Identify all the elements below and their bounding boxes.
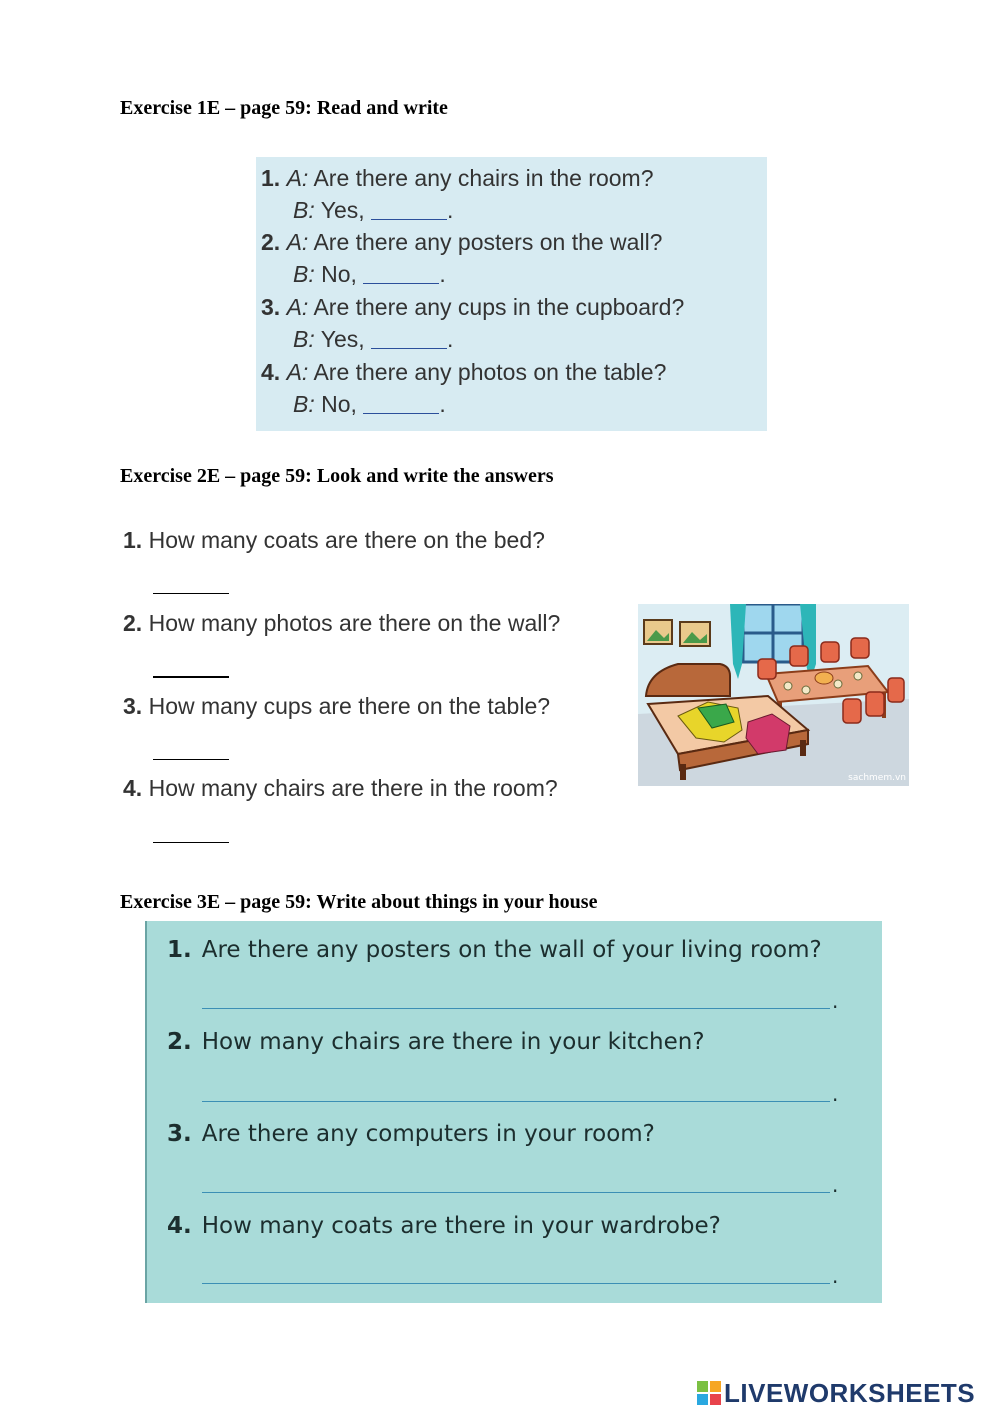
ex1-q1: 1. A: Are there any chairs in the room? <box>261 165 654 191</box>
ex1-a1: B: Yes, . <box>293 197 454 223</box>
exercise-1-heading: Exercise 1E – page 59: Read and write <box>120 97 448 119</box>
image-watermark: sachmem.vn <box>848 773 906 783</box>
ex2-q2: 2. How many photos are there on the wall? <box>123 610 561 636</box>
answer-blank[interactable] <box>363 393 439 414</box>
ex3-q2: 2. How many chairs are there in your kitchen? <box>167 1029 705 1055</box>
ex1-q2: 2. A: Are there any posters on the wall? <box>261 229 663 255</box>
answer-blank[interactable] <box>153 593 229 594</box>
exercise-1-box <box>256 157 767 431</box>
answer-line[interactable] <box>202 1008 830 1009</box>
ex1-q3: 3. A: Are there any cups in the cupboard? <box>261 294 685 320</box>
answer-line[interactable] <box>202 1101 830 1102</box>
answer-blank[interactable] <box>371 328 447 349</box>
line-end-dot: . <box>832 1173 839 1197</box>
room-scene-svg <box>638 604 909 786</box>
exercise-3-box <box>145 921 882 1303</box>
photo-icon <box>644 620 672 644</box>
photo-icon <box>680 622 710 646</box>
ex1-a4: B: No, . <box>293 391 446 417</box>
ex3-q3: 3. Are there any computers in your room? <box>167 1121 655 1147</box>
logo-text: LIVEWORKSHEETS <box>724 1377 976 1408</box>
answer-line[interactable] <box>202 1283 830 1284</box>
ex3-q4: 4. How many coats are there in your wardrobe? <box>167 1213 721 1239</box>
room-illustration <box>638 604 909 786</box>
ex2-q1: 1. How many coats are there on the bed? <box>123 527 545 553</box>
line-end-dot: . <box>832 1082 839 1106</box>
ex1-a2: B: No, . <box>293 261 446 287</box>
ex2-q4: 4. How many chairs are there in the room? <box>123 775 558 801</box>
exercise-2-heading: Exercise 2E – page 59: Look and write the answers <box>120 465 554 487</box>
exercise-3-heading: Exercise 3E – page 59: Write about things in your house <box>120 891 598 913</box>
answer-line[interactable] <box>202 1192 830 1193</box>
line-end-dot: . <box>832 1264 839 1288</box>
line-end-dot: . <box>832 989 839 1013</box>
answer-blank[interactable] <box>363 263 439 284</box>
logo-blocks-icon <box>697 1381 721 1405</box>
answer-blank[interactable] <box>153 842 229 843</box>
ex1-q4: 4. A: Are there any photos on the table? <box>261 359 667 385</box>
answer-blank[interactable] <box>153 676 229 678</box>
ex3-q1: 1. Are there any posters on the wall of your living room? <box>167 937 822 963</box>
ex1-a3: B: Yes, . <box>293 326 454 352</box>
liveworksheets-logo[interactable] <box>697 1378 975 1408</box>
ex2-q3: 3. How many cups are there on the table? <box>123 693 551 719</box>
answer-blank[interactable] <box>371 199 447 220</box>
answer-blank[interactable] <box>153 759 229 760</box>
